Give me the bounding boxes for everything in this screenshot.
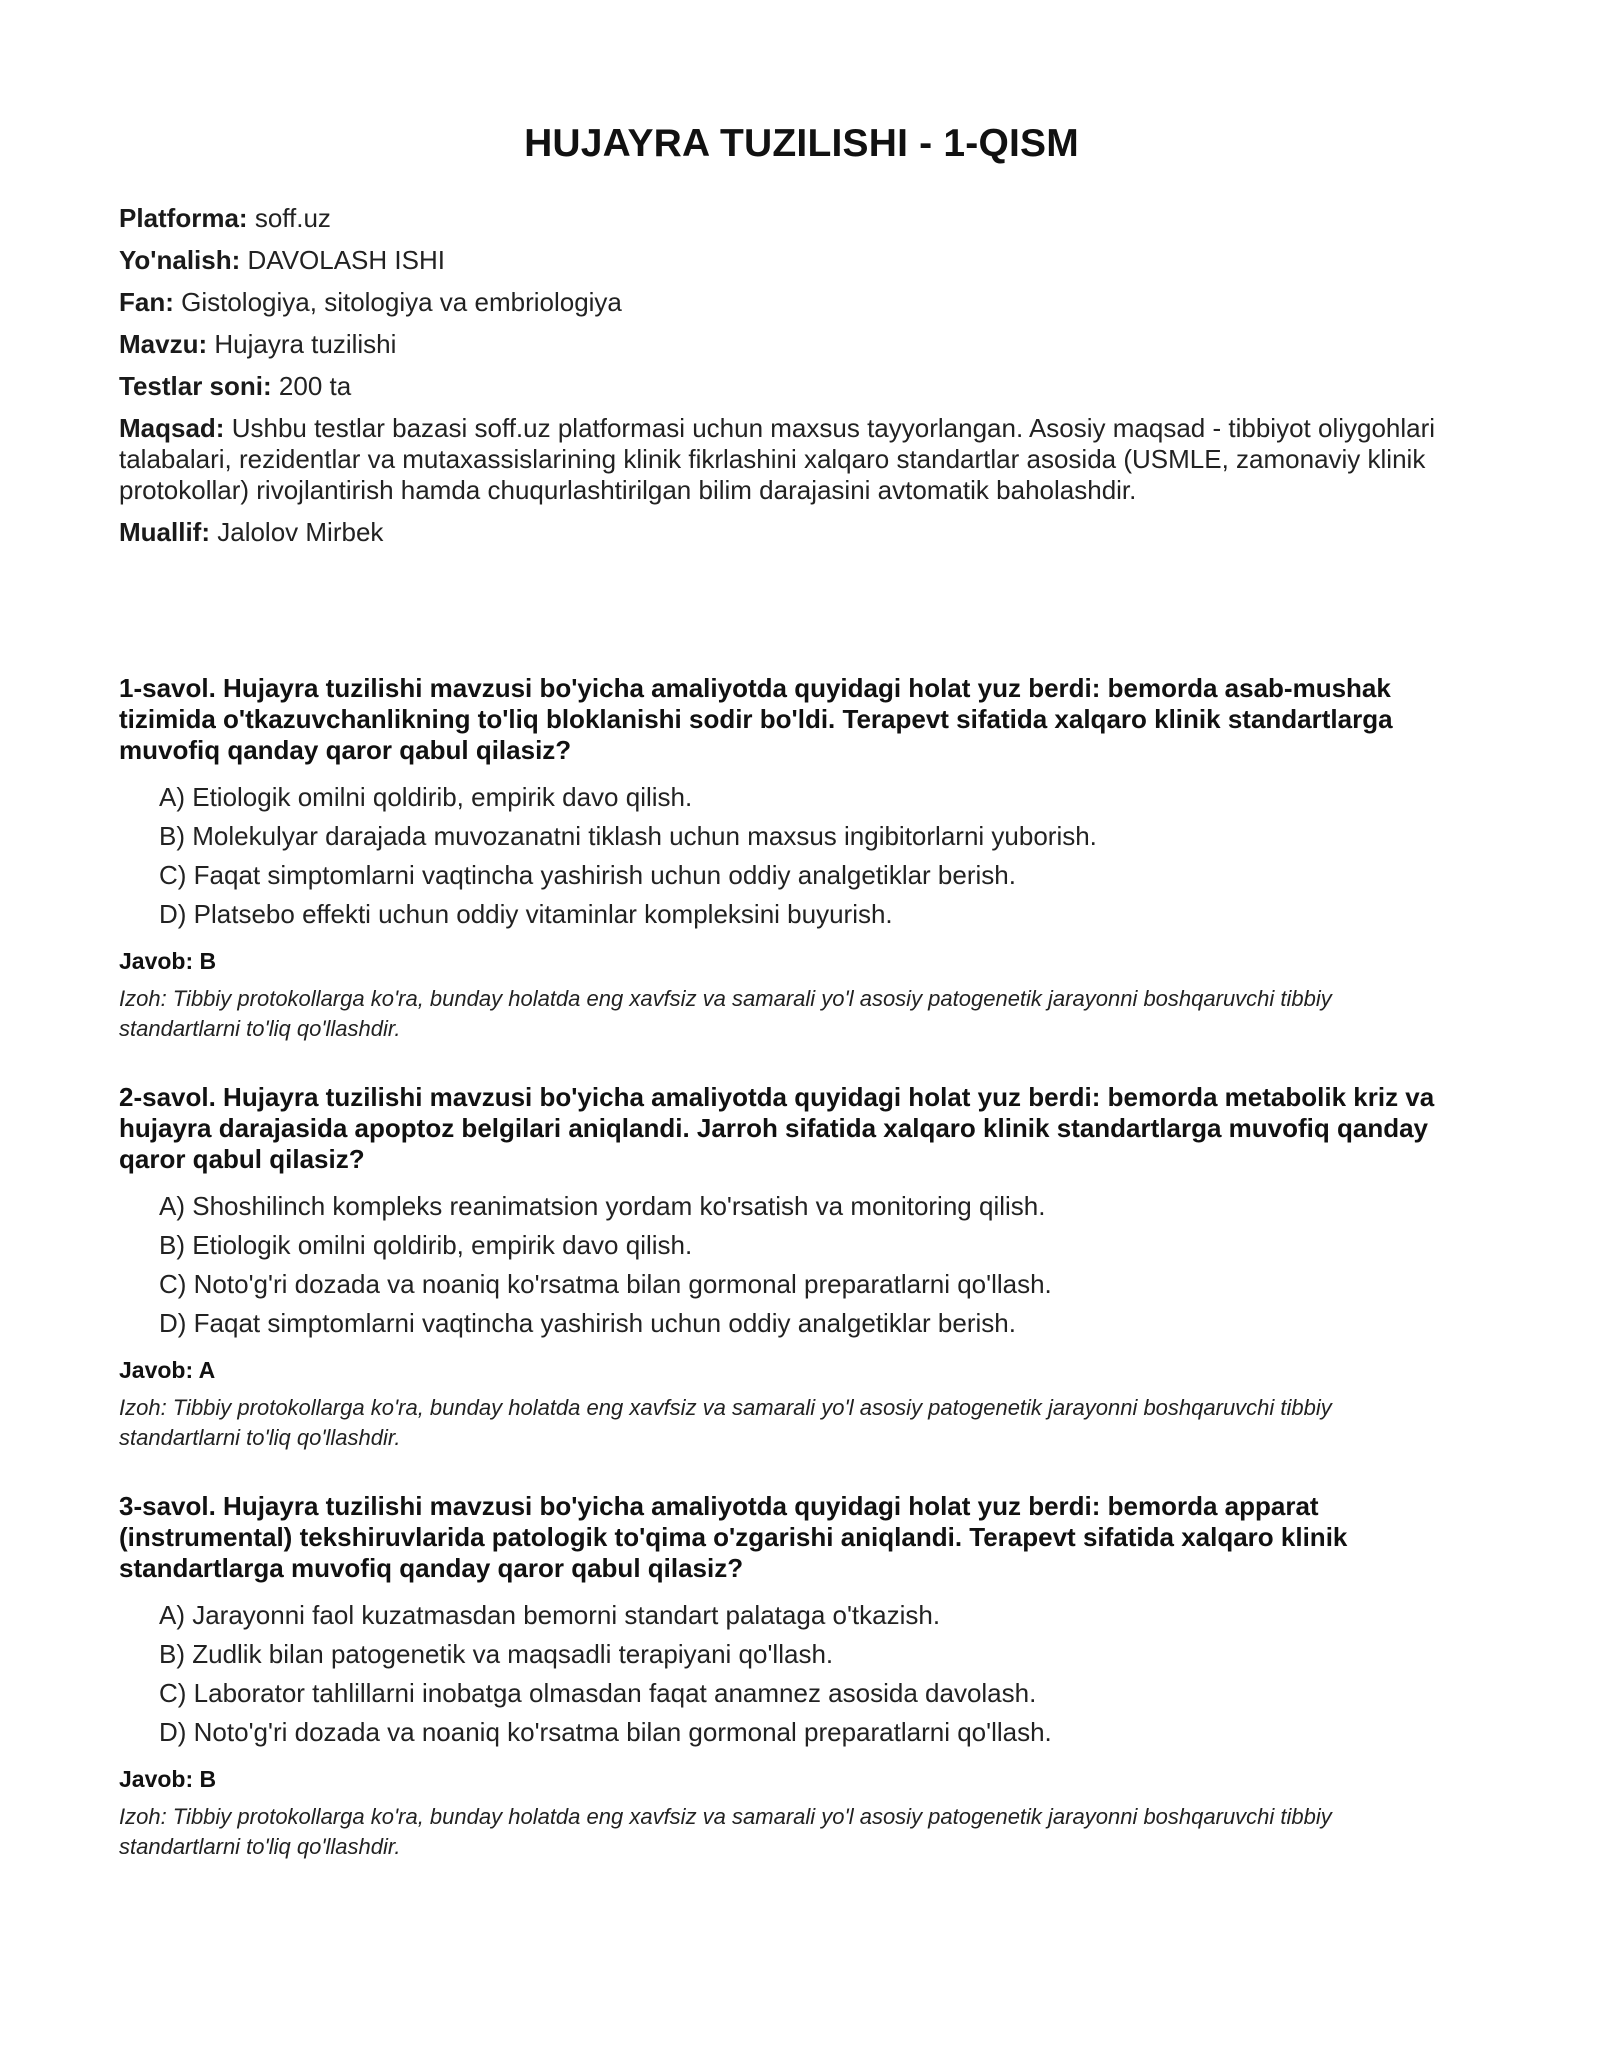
meta-direction xyxy=(119,245,1484,276)
answer-option: D) Platsebo effekti uchun oddiy vitaminlar kompleksini buyurish. xyxy=(159,899,893,929)
correct-answer: Javob: B xyxy=(119,948,217,974)
meta-label: Fan: xyxy=(119,287,174,317)
question-text: 1-savol. Hujayra tuzilishi mavzusi bo'yicha amaliyotda quyidagi holat yuz berdi: bemorda asab-mushak tizimida o'tkazuvchanlikning to'liq bloklanishi sodir bo'ldi. Terapevt sifatida xalqaro klinik standartlarga muvofiq qanday qaror qabul qilasiz? xyxy=(119,673,1393,765)
meta-label: Muallif: xyxy=(119,517,210,547)
correct-answer: Javob: B xyxy=(119,1766,217,1792)
meta-label: Testlar soni: xyxy=(119,371,272,401)
meta-subject xyxy=(119,287,1484,318)
meta-label: Mavzu: xyxy=(119,329,208,359)
answer-option: C) Faqat simptomlarni vaqtincha yashirish uchun oddiy analgetiklar berish. xyxy=(159,860,1016,890)
answer-option: C) Noto'g'ri dozada va noaniq ko'rsatma bilan gormonal preparatlarni qo'llash. xyxy=(159,1269,1052,1299)
answer-option: B) Etiologik omilni qoldirib, empirik davo qilish. xyxy=(159,1230,693,1260)
answer-option: C) Laborator tahlillarni inobatga olmasdan faqat anamnez asosida davolash. xyxy=(159,1678,1037,1708)
answer-explanation: Izoh: Tibbiy protokollarga ko'ra, bunday holatda eng xavfsiz va samarali yo'l asosiy patogenetik jarayonni boshqaruvchi tibbiy standartlarni to'liq qo'llashdir. xyxy=(119,1395,1332,1450)
meta-platform xyxy=(119,203,1484,234)
meta-value: DAVOLASH ISHI xyxy=(247,245,445,275)
meta-value: Jalolov Mirbek xyxy=(217,517,384,547)
meta-label: Platforma: xyxy=(119,203,248,233)
answer-option: B) Molekulyar darajada muvozanatni tiklash uchun maxsus ingibitorlarni yuborish. xyxy=(159,821,1097,851)
meta-purpose xyxy=(119,413,1484,506)
answer-options xyxy=(119,1187,1484,1343)
answer-options xyxy=(119,1596,1484,1752)
meta-value: Hujayra tuzilishi xyxy=(214,329,397,359)
answer-explanation: Izoh: Tibbiy protokollarga ko'ra, bunday holatda eng xavfsiz va samarali yo'l asosiy patogenetik jarayonni boshqaruvchi tibbiy standartlarni to'liq qo'llashdir. xyxy=(119,1804,1332,1859)
meta-label: Maqsad: xyxy=(119,413,225,443)
question-text: 2-savol. Hujayra tuzilishi mavzusi bo'yicha amaliyotda quyidagi holat yuz berdi: bemorda metabolik kriz va hujayra darajasida apoptoz belgilari aniqlandi. Jarroh sifatida xalqaro klinik standartlarga muvofiq qanday qaror qabul qilasiz? xyxy=(119,1082,1435,1174)
meta-topic xyxy=(119,329,1484,360)
question-text: 3-savol. Hujayra tuzilishi mavzusi bo'yicha amaliyotda quyidagi holat yuz berdi: bemorda apparat (instrumental) tekshiruvlarida patologik to'qima o'zgarishi aniqlandi. Terapevt sifatida xalqaro klinik standartlarga muvofiq qanday qaror qabul qilasiz? xyxy=(119,1491,1348,1583)
answer-option: A) Jarayonni faol kuzatmasdan bemorni standart palataga o'tkazish. xyxy=(159,1600,941,1630)
question-item xyxy=(119,1082,1484,1491)
page-title: HUJAYRA TUZILISHI - 1-QISM xyxy=(524,122,1079,165)
meta-value: Ushbu testlar bazasi soff.uz platformasi uchun maxsus tayyorlangan. Asosiy maqsad - tibbiyot oliygohlari talabalari, rezidentlar va mutaxassislarining klinik fikrlashini xalqaro standartlar asosida (USMLE, zamonaviy klinik protokollar) rivojlantirish hamda chuqurlashtirilgan bilim darajasini avtomatik baholashdir. xyxy=(119,413,1436,505)
meta-value: soff.uz xyxy=(254,203,331,233)
answer-option: A) Etiologik omilni qoldirib, empirik davo qilish. xyxy=(159,782,693,812)
correct-answer: Javob: A xyxy=(119,1357,216,1383)
question-item xyxy=(119,673,1484,1082)
question-list xyxy=(119,673,1484,1900)
question-item xyxy=(119,1491,1484,1900)
meta-author xyxy=(119,517,1484,548)
answer-explanation: Izoh: Tibbiy protokollarga ko'ra, bunday holatda eng xavfsiz va samarali yo'l asosiy patogenetik jarayonni boshqaruvchi tibbiy standartlarni to'liq qo'llashdir. xyxy=(119,986,1332,1041)
meta-value: Gistologiya, sitologiya va embriologiya xyxy=(181,287,622,317)
answer-option: D) Noto'g'ri dozada va noaniq ko'rsatma bilan gormonal preparatlarni qo'llash. xyxy=(159,1717,1052,1747)
meta-test-count xyxy=(119,371,1484,402)
meta-value: 200 ta xyxy=(278,371,352,401)
meta-label: Yo'nalish: xyxy=(119,245,241,275)
document-meta xyxy=(119,203,1484,559)
answer-option: B) Zudlik bilan patogenetik va maqsadli terapiyani qo'llash. xyxy=(159,1639,834,1669)
answer-options xyxy=(119,778,1484,934)
answer-option: D) Faqat simptomlarni vaqtincha yashirish uchun oddiy analgetiklar berish. xyxy=(159,1308,1016,1338)
answer-option: A) Shoshilinch kompleks reanimatsion yordam ko'rsatish va monitoring qilish. xyxy=(159,1191,1046,1221)
